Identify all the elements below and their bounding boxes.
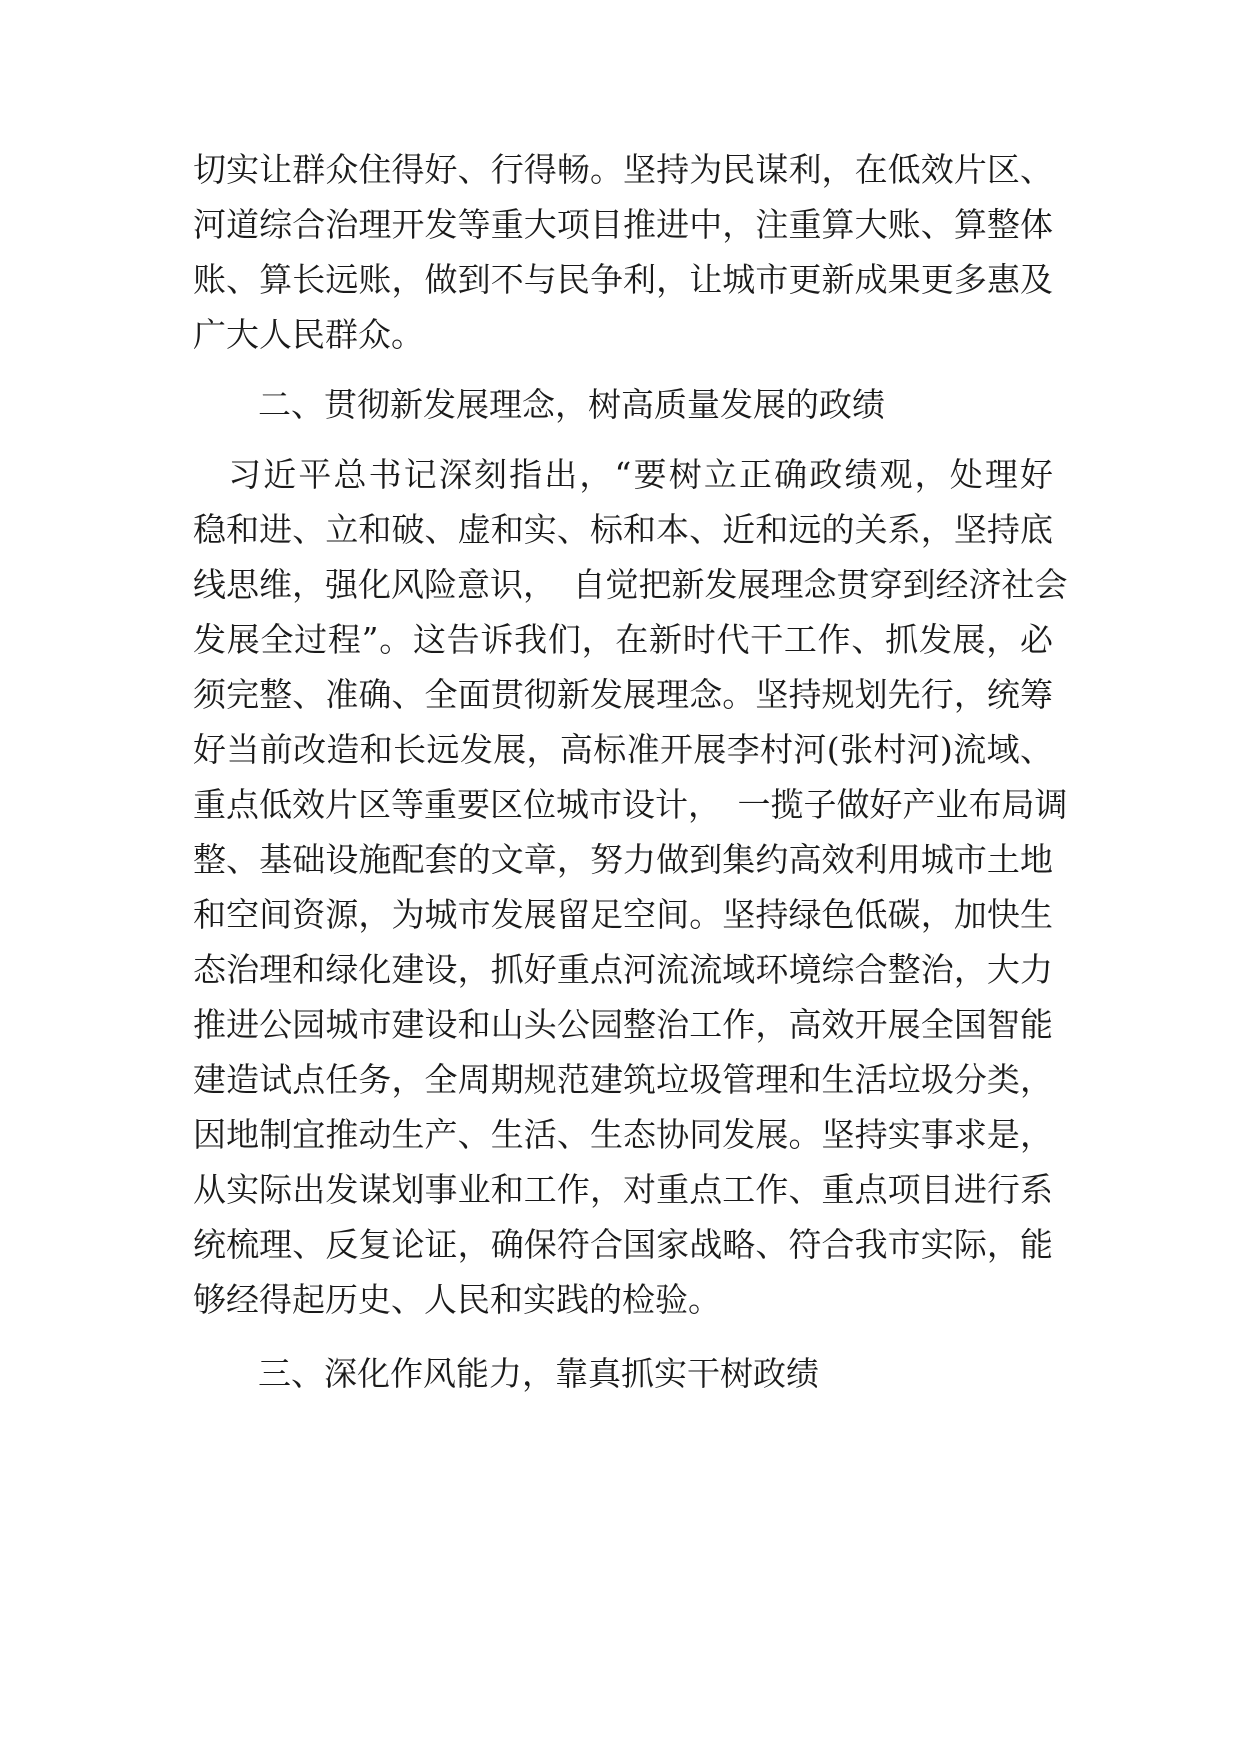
section-heading-3: 三、深化作风能力，靠真抓实干树政绩 bbox=[258, 1354, 819, 1393]
paragraph-2-line-2: 稳和进、立和破、虚和实、标和本、近和远的关系，坚持底 bbox=[193, 510, 1053, 549]
paragraph-2-line-16: 够经得起历史、人民和实践的检验。 bbox=[193, 1280, 721, 1319]
paragraph-1-line-4: 广大人民群众。 bbox=[193, 315, 424, 354]
paragraph-2-line-10: 态治理和绿化建设，抓好重点河流流域环境综合整治，大力 bbox=[193, 950, 1053, 989]
paragraph-1-line-1: 切实让群众住得好、行得畅。坚持为民谋利，在低效片区、 bbox=[193, 150, 1053, 189]
paragraph-2-line-12: 建造试点任务，全周期规范建筑垃圾管理和生活垃圾分类， bbox=[193, 1060, 1053, 1099]
paragraph-2-line-4: 发展全过程”。这告诉我们，在新时代干工作、抓发展，必 bbox=[193, 620, 1053, 659]
paragraph-2-line-15: 统梳理、反复论证，确保符合国家战略、符合我市实际，能 bbox=[193, 1225, 1053, 1264]
paragraph-2-line-13: 因地制宜推动生产、生活、生态协同发展。坚持实事求是， bbox=[193, 1115, 1053, 1154]
paragraph-2-line-11: 推进公园城市建设和山头公园整治工作，高效开展全国智能 bbox=[193, 1005, 1053, 1044]
paragraph-1-line-3: 账、算长远账，做到不与民争利，让城市更新成果更多惠及 bbox=[193, 260, 1053, 299]
paragraph-2-line-8: 整、基础设施配套的文章，努力做到集约高效利用城市土地 bbox=[193, 840, 1053, 879]
paragraph-2-line-7: 重点低效片区等重要区位城市设计， 一揽子做好产业布局调 bbox=[193, 785, 1068, 824]
paragraph-1-line-2: 河道综合治理开发等重大项目推进中，注重算大账、算整体 bbox=[193, 205, 1053, 244]
section-heading-2: 二、贯彻新发展理念，树高质量发展的政绩 bbox=[258, 385, 885, 424]
paragraph-2-line-14: 从实际出发谋划事业和工作，对重点工作、重点项目进行系 bbox=[193, 1170, 1053, 1209]
paragraph-2-line-5: 须完整、准确、全面贯彻新发展理念。坚持规划先行，统筹 bbox=[193, 675, 1053, 714]
paragraph-2-line-6: 好当前改造和长远发展，高标准开展李村河(张村河)流域、 bbox=[193, 730, 1053, 769]
paragraph-2-line-9: 和空间资源，为城市发展留足空间。坚持绿色低碳，加快生 bbox=[193, 895, 1053, 934]
paragraph-2-line-3: 线思维，强化风险意识， 自觉把新发展理念贯穿到经济社会 bbox=[193, 565, 1068, 604]
paragraph-2-line-1: 习近平总书记深刻指出，“要树立正确政绩观，处理好 bbox=[193, 455, 1053, 494]
